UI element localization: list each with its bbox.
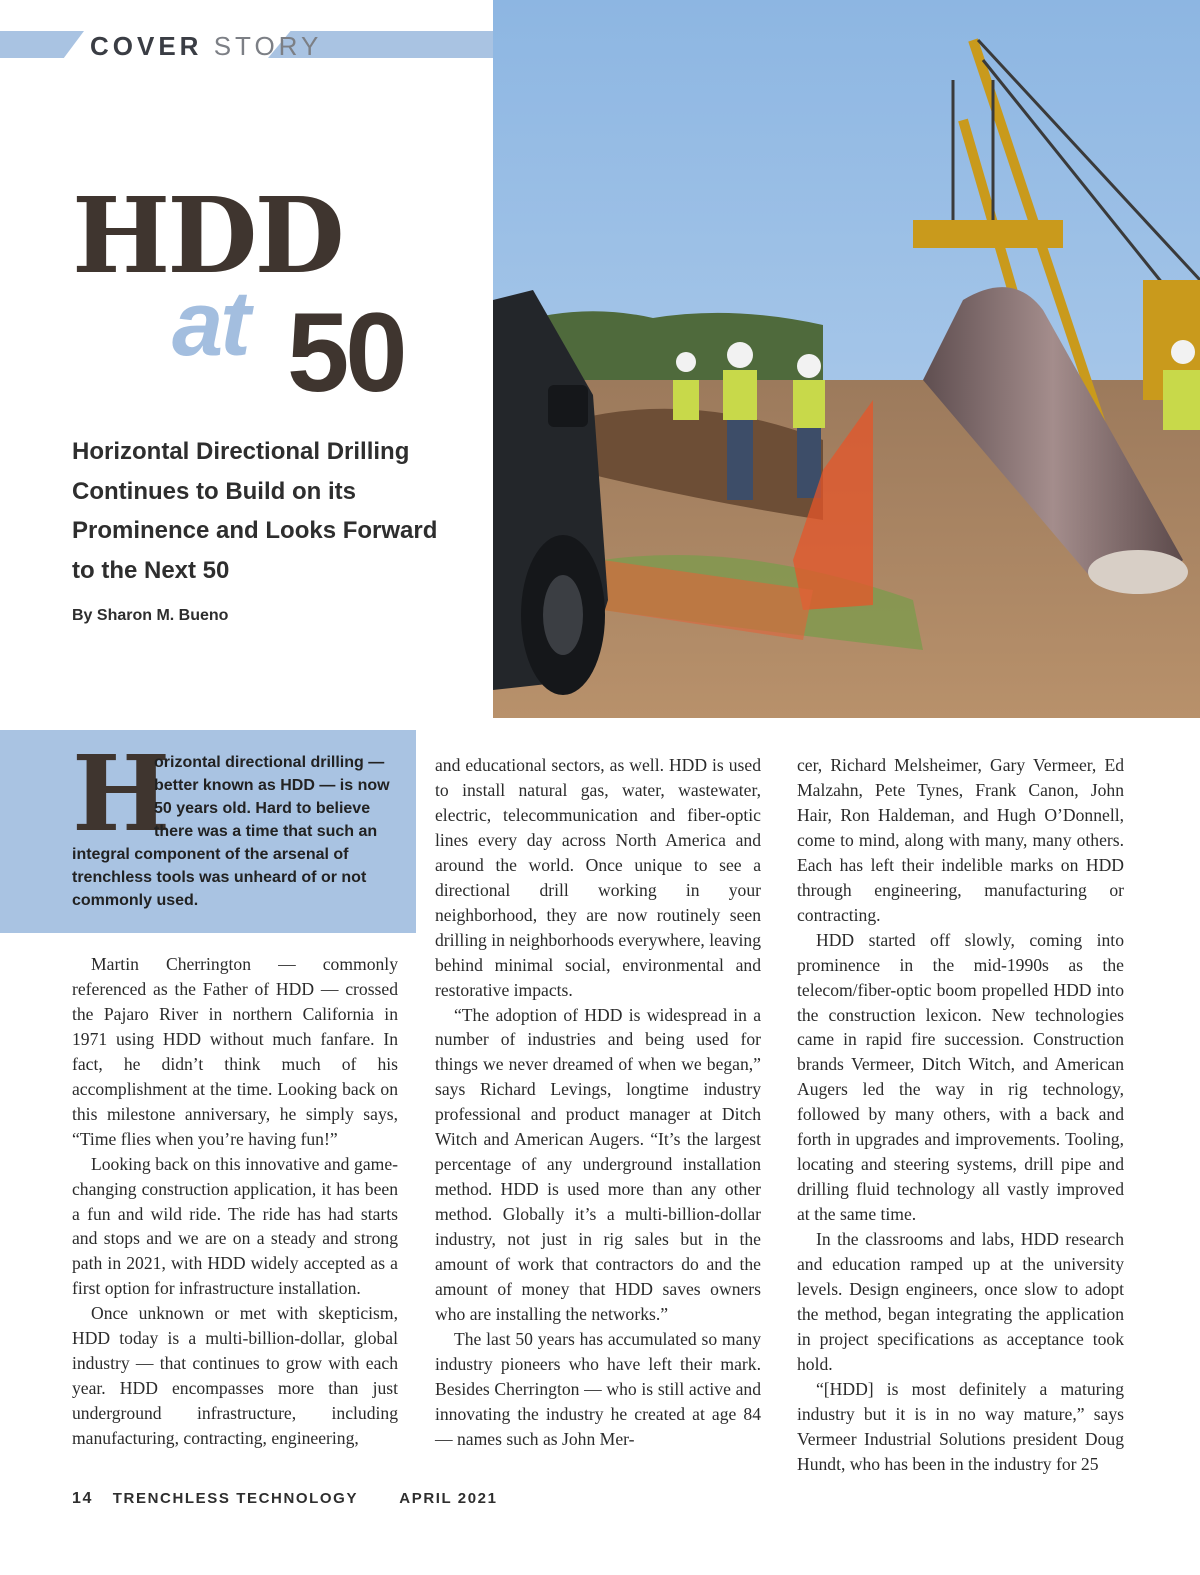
title-hdd: HDD [72,174,342,297]
paragraph: The last 50 years has accumulated so many industry pioneers who have left their mark. Besides Cherrington — who is still active and innovating the industry he created at age 84 — names such as John Mer- [435,1328,761,1449]
body-column-2 [435,753,761,1452]
paragraph: cer, Richard Melsheimer, Gary Vermeer, Ed Malzahn, Pete Tynes, Frank Canon, John Hair, Ron Haldeman, and Hugh O’Donnell, come to mind, along with many, many others. Each has left their indelible marks on HDD through engineering, manufacturing or contracting. [797,755,1124,925]
paragraph: and educational sectors, as well. HDD is used to install natural gas, water, wastewater, electric, telecommunication and fiber-optic lines every day across North America and around the world. Once unique to see a directional drill working in your neighborhood, they are now routinely seen drilling in neighborhoods everywhere, leaving behind minimal social, environmental and restorative impacts. [435,755,761,1000]
paragraph: Martin Cherrington — commonly referenced as the Father of HDD — crossed the Pajaro River in northern California in 1971 using HDD without much fanfare. In fact, he didn’t think much of his accomplishment at the time. Looking back on this milestone anniversary, he simply says, “Time flies when you’re having fun!” [72,954,398,1149]
page-number: 14 [72,1490,93,1507]
paragraph: Once unknown or met with skepticism, HDD today is a multi-billion-dollar, global industry — that continues to grow with each year. HDD encompasses more than just underground infrastructure, including manufacturing, contracting, engineering, [72,1303,398,1449]
intro-text [72,751,402,912]
section-label [90,30,322,62]
page-footer [72,1490,498,1508]
intro-paragraph: orizontal directional drilling — better known as HDD — is now 50 years old. Hard to believe there was a time that such an integral component of the arsenal of trenchless tools was unheard of or not commonly used. [72,754,390,909]
drop-cap: H [72,732,171,855]
paragraph: Looking back on this innovative and game-changing construction application, it has been a fun and wild ride. The ride has had starts and stops and we are on a steady and strong path in 2021, with HDD widely accepted as a first option for infrastructure installation. [72,1153,398,1299]
article-subtitle: Horizontal Directional Drilling Continues to Build on its Prominence and Looks Forward to the Next 50 [72,438,438,584]
title-at: at [172,273,248,375]
pipeline-construction-photo [493,0,1200,718]
body-column-1 [72,952,398,1451]
paragraph: In the classrooms and labs, HDD research and education ramped up at the university levels. Design engineers, once slow to adopt the method, began integrating the application in project specifications as acceptance took hold. [797,1229,1124,1374]
body-column-3 [797,753,1124,1477]
section-label-bold: COVER [90,31,203,61]
byline: By Sharon M. Bueno [72,607,229,624]
paragraph: “[HDD] is most definitely a maturing industry but it is in no way mature,” says Vermeer Industrial Solutions president Doug Hundt, who has been in the industry for 25 [797,1378,1124,1474]
issue-date: APRIL 2021 [399,1490,498,1507]
publication-name: TRENCHLESS TECHNOLOGY [112,1490,359,1507]
section-label-light: STORY [213,31,323,61]
paragraph: “The adoption of HDD is widespread in a number of industries and being used for things we never dreamed of when we began,” says Richard Levings, longtime industry professional and product manager at Ditch Witch and American Augers. “It’s the largest percentage of any underground installation method. HDD is used more than any other method. Globally it’s a multi-billion-dollar industry, not just in rig sales but in the amount of work that contractors do and the amount of money that HDD saves owners who are installing the networks.” [435,1004,761,1324]
header-accent-left [0,31,84,58]
paragraph: HDD started off slowly, coming into prominence in the mid-1990s as the telecom/fiber-optic boom propelled HDD into the construction lexicon. New technologies came in rapid fire succession. Construction brands Vermeer, Ditch Witch, and American Augers led the way in rig technology, followed by many others, with a back and forth in upgrades and improvements. Tooling, locating and steering systems, drill pipe and drilling fluid technology all vastly improved at the same time. [797,929,1124,1225]
title-fifty: 50 [287,290,404,415]
